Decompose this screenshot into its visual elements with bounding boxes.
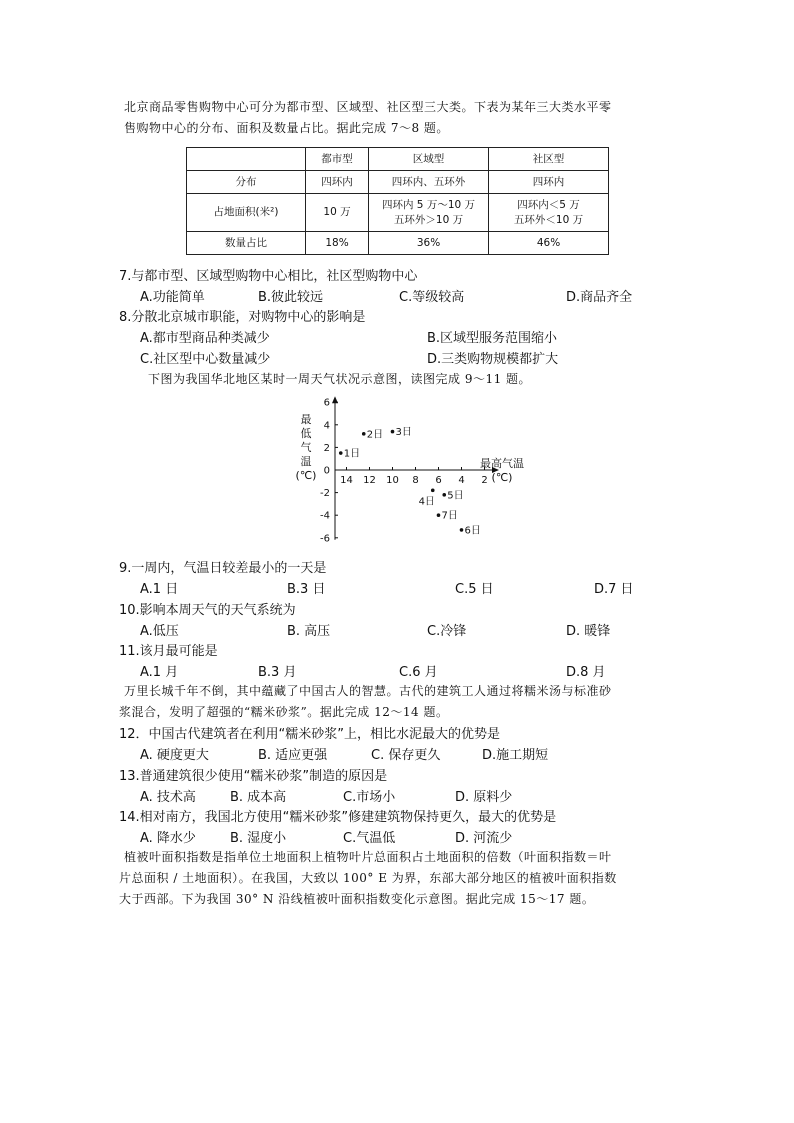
question-12-option-b[interactable]: B. 适应更强 — [258, 748, 328, 763]
table-row — [187, 232, 609, 255]
table-row-label: 分布 — [187, 171, 306, 194]
x-tick-label: 14 — [340, 475, 353, 486]
table-row — [187, 171, 609, 194]
x-tick-label: 12 — [363, 475, 376, 486]
intro-4-line1: 植被叶面积指数是指单位土地面积上植物叶片总面积占土地面积的倍数（叶面积指数＝叶 — [124, 850, 612, 864]
intro-4-line3: 大于西部。下为我国 30° N 沿线植被叶面积指数变化示意图。据此完成 15～17 题。 — [119, 892, 595, 906]
question-7-option-b[interactable]: B.彼此较远 — [258, 290, 324, 305]
table-header — [187, 148, 306, 171]
question-10-option-c[interactable]: C.冷锋 — [427, 624, 467, 639]
question-9-option-b[interactable]: B.3 日 — [287, 582, 326, 597]
question-8-option-a[interactable]: A.都市型商品种类减少 — [140, 331, 270, 346]
question-14-stem: 14.相对南方，我国北方使用“糯米砂浆”修建建筑物保持更久，最大的优势是 — [119, 810, 557, 825]
question-7-stem: 7.与都市型、区域型购物中心相比，社区型购物中心 — [119, 269, 418, 284]
question-11-option-c[interactable]: C.6 月 — [399, 665, 438, 680]
question-13-option-c[interactable]: C.市场小 — [343, 790, 396, 805]
table-cell: 10 万 — [306, 194, 369, 232]
x-tick-label: 4 — [458, 475, 465, 486]
question-14-option-b[interactable]: B. 湿度小 — [230, 831, 287, 846]
data-point-label: 6日 — [464, 525, 481, 537]
data-point-label: 7日 — [441, 510, 458, 522]
x-tick-label: 6 — [435, 475, 442, 486]
question-12-option-a[interactable]: A. 硬度更大 — [140, 748, 209, 763]
table-cell: 18% — [306, 232, 369, 255]
question-12-option-c[interactable]: C. 保存更久 — [371, 748, 441, 763]
table-header: 都市型 — [306, 148, 369, 171]
question-12-option-d[interactable]: D.施工期短 — [482, 748, 549, 763]
question-11-option-b[interactable]: B.3 月 — [258, 665, 297, 680]
data-point-label: 4日 — [418, 496, 435, 508]
data-point — [391, 430, 395, 434]
table-cell: 36% — [369, 232, 489, 255]
table-row — [187, 194, 609, 232]
question-7-option-d[interactable]: D.商品齐全 — [566, 290, 633, 305]
question-10-option-a[interactable]: A.低压 — [140, 624, 179, 639]
data-point — [437, 513, 441, 517]
question-14-option-d[interactable]: D. 河流少 — [455, 831, 513, 846]
x-tick-label: 8 — [412, 475, 419, 486]
question-7-option-a[interactable]: A.功能简单 — [140, 290, 205, 305]
weather-scatter-chart — [290, 395, 540, 545]
intro-1-line1: 北京商品零售购物中心可分为都市型、区域型、社区型三大类。下表为某年三大类水平零 — [124, 100, 612, 114]
x-tick-label: 2 — [481, 475, 488, 486]
table-cell: 四环内、五环外 — [369, 171, 489, 194]
data-point — [442, 493, 446, 497]
data-point-label: 2日 — [366, 429, 384, 441]
y-tick-label: 4 — [323, 420, 330, 432]
y-tick-label: 0 — [323, 465, 330, 477]
y-tick-label: 2 — [323, 442, 330, 454]
question-11-option-a[interactable]: A.1 月 — [140, 665, 179, 680]
data-point-label: 3日 — [395, 427, 412, 439]
intro-2-line1: 下图为我国华北地区某时一周天气状况示意图，读图完成 9～11 题。 — [148, 372, 532, 386]
table-header: 社区型 — [489, 148, 609, 171]
question-8-stem: 8.分散北京城市职能，对购物中心的影响是 — [119, 310, 366, 325]
question-10-option-b[interactable]: B. 高压 — [287, 624, 331, 639]
question-13-stem: 13.普通建筑很少使用“糯米砂浆”制造的原因是 — [119, 769, 388, 784]
question-8-option-d[interactable]: D.三类购物规模都扩大 — [427, 352, 559, 367]
intro-4-line2: 片总面积 / 土地面积）。在我国，大致以 100° E 为界，东部大部分地区的植被叶面积指数 — [119, 871, 617, 885]
question-9-stem: 9.一周内，气温日较差最小的一天是 — [119, 561, 327, 576]
data-point — [431, 489, 435, 493]
data-point-label: 5日 — [447, 490, 464, 502]
table-cell: 四环内＜5 万 五环外＜10 万 — [489, 194, 609, 232]
data-point-label: 1日 — [343, 448, 361, 460]
question-8-option-c[interactable]: C.社区型中心数量减少 — [140, 352, 271, 367]
question-9-option-d[interactable]: D.7 日 — [594, 582, 634, 597]
question-10-option-d[interactable]: D. 暖锋 — [566, 624, 611, 639]
x-tick-label: 10 — [386, 475, 399, 486]
table-cell: 46% — [489, 232, 609, 255]
intro-3-line1: 万里长城千年不倒，其中蕴藏了中国古人的智慧。古代的建筑工人通过将糯米汤与标准砂 — [124, 684, 612, 698]
data-point — [362, 432, 366, 436]
table-cell: 四环内 5 万～10 万 五环外＞10 万 — [369, 194, 489, 232]
table-row-label: 数量占比 — [187, 232, 306, 255]
question-12-stem: 12．中国古代建筑者在利用“糯米砂浆”上，相比水泥最大的优势是 — [119, 727, 501, 742]
y-axis-label: 最低气温(℃) — [295, 413, 317, 482]
question-11-stem: 11.该月最可能是 — [119, 644, 218, 659]
question-8-option-b[interactable]: B.区域型服务范围缩小 — [427, 331, 558, 346]
shopping-center-table — [186, 147, 609, 255]
table-cell: 四环内 — [306, 171, 369, 194]
table-cell: 四环内 — [489, 171, 609, 194]
table-row-label: 占地面积(米²) — [187, 194, 306, 232]
question-7-option-c[interactable]: C.等级较高 — [399, 290, 465, 305]
question-11-option-d[interactable]: D.8 月 — [566, 665, 606, 680]
question-14-option-a[interactable]: A. 降水少 — [140, 831, 196, 846]
y-tick-label: -6 — [320, 533, 330, 545]
chart-ticks — [320, 398, 488, 545]
question-13-option-b[interactable]: B. 成本高 — [230, 790, 287, 805]
question-9-option-a[interactable]: A.1 日 — [140, 582, 179, 597]
y-tick-label: -2 — [320, 488, 330, 500]
question-10-stem: 10.影响本周天气的天气系统为 — [119, 603, 296, 618]
intro-1-line2: 售购物中心的分布、面积及数量占比。据此完成 7～8 题。 — [124, 121, 449, 135]
question-13-option-a[interactable]: A. 技术高 — [140, 790, 196, 805]
data-point — [339, 451, 343, 455]
y-tick-label: 6 — [323, 397, 330, 409]
question-13-option-d[interactable]: D. 原料少 — [455, 790, 513, 805]
x-axis-label: 最高气温(℃) — [480, 457, 524, 484]
question-9-option-c[interactable]: C.5 日 — [455, 582, 494, 597]
y-tick-label: -4 — [320, 510, 330, 522]
data-point — [460, 528, 464, 532]
table-header: 区域型 — [369, 148, 489, 171]
intro-3-line2: 浆混合，发明了超强的“糯米砂浆”。据此完成 12～14 题。 — [119, 705, 449, 719]
question-14-option-c[interactable]: C.气温低 — [343, 831, 396, 846]
